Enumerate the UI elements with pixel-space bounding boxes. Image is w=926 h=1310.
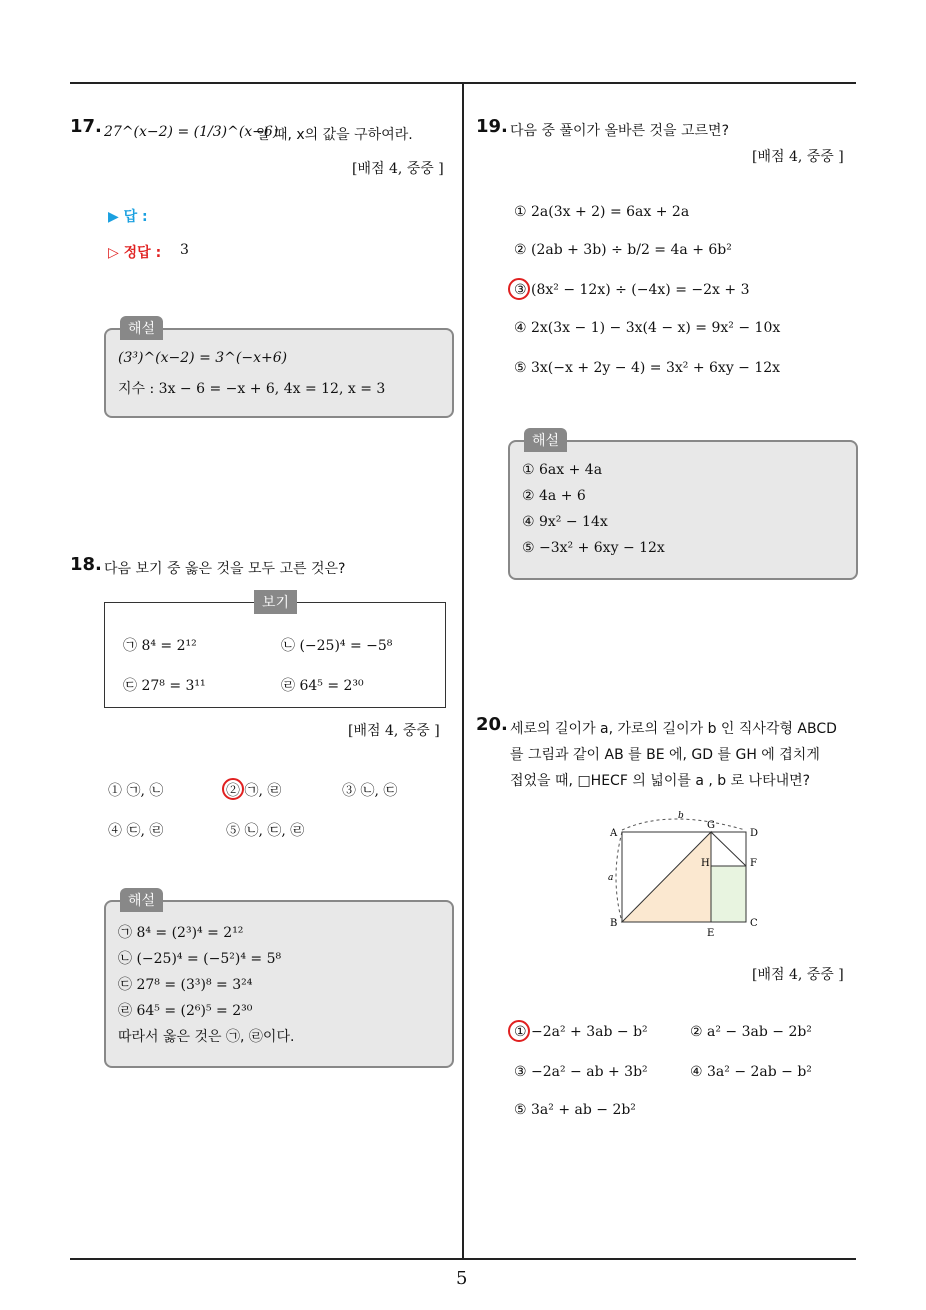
q18-bogi-item: ㉢ 27⁸ = 3¹¹	[123, 678, 206, 694]
q19-choice-1[interactable]: ① 2a(3x + 2) = 6ax + 2a	[514, 204, 690, 220]
q19-text: 다음 중 풀이가 올바른 것을 고르면?	[510, 123, 730, 139]
column-divider	[462, 84, 464, 1258]
q19-solution-box	[508, 440, 858, 580]
q19-solution-line: ⑤ −3x² + 6xy − 12x	[522, 540, 665, 556]
q19-solution-line: ② 4a + 6	[522, 488, 586, 504]
q18-score: [배점 4, 중중 ]	[348, 723, 440, 739]
q17-answer-label: ▶ 답 :	[108, 209, 148, 225]
fig-label-C: C	[750, 918, 758, 929]
q17-text: 일 때, x의 값을 구하여라.	[256, 127, 413, 143]
q18-choice-2[interactable]: ② ㉠, ㉣	[226, 783, 282, 799]
selected-mark	[508, 1020, 530, 1042]
q18-solution-line: 따라서 옳은 것은 ㉠, ㉣이다.	[118, 1029, 295, 1045]
q18-solution-tab: 해설	[120, 888, 163, 912]
q17-number: 17.	[70, 116, 102, 137]
q20-choice-4[interactable]: ④ 3a² − 2ab − b²	[690, 1064, 812, 1080]
q17-solution-box	[104, 328, 454, 418]
fig-label-D: D	[750, 828, 759, 839]
q17-equation: 27^(x−2) = (1/3)^(x−6)	[104, 124, 279, 140]
q20-choice-3[interactable]: ③ −2a² − ab + 3b²	[514, 1064, 648, 1080]
q17-score: [배점 4, 중중 ]	[352, 161, 444, 177]
q20-choice-2[interactable]: ② a² − 3ab − 2b²	[690, 1024, 812, 1040]
q18-bogi-item: ㉡ (−25)⁴ = −5⁸	[281, 638, 393, 654]
bottom-rule	[70, 1258, 856, 1260]
q19-solution-tab: 해설	[524, 428, 567, 452]
q20-text-line: 를 그림과 같이 AB 를 BE 에, GD 를 GH 에 겹치게	[510, 747, 820, 763]
q19-choice-5[interactable]: ⑤ 3x(−x + 2y − 4) = 3x² + 6xy − 12x	[514, 360, 781, 376]
q17-correct-label: ▷ 정답 :	[108, 245, 162, 261]
q20-text-line: 접었을 때, □HECF 의 넓이를 a , b 로 나타내면?	[510, 773, 811, 789]
q18-choice-3[interactable]: ③ ㉡, ㉢	[342, 783, 398, 799]
q19-number: 19.	[476, 116, 508, 137]
q19-choice-3[interactable]: ③ (8x² − 12x) ÷ (−4x) = −2x + 3	[514, 282, 750, 298]
fig-label-E: E	[707, 928, 715, 938]
q20-text-line: 세로의 길이가 a, 가로의 길이가 b 인 직사각형 ABCD	[510, 721, 837, 737]
q18-bogi-box	[104, 602, 446, 708]
q18-number: 18.	[70, 554, 102, 575]
q19-choice-4[interactable]: ④ 2x(3x − 1) − 3x(4 − x) = 9x² − 10x	[514, 320, 781, 336]
q18-solution-line: ㉠ 8⁴ = (2³)⁴ = 2¹²	[118, 925, 244, 941]
q18-choice-5[interactable]: ⑤ ㉡, ㉢, ㉣	[226, 823, 305, 839]
q20-number: 20.	[476, 714, 508, 735]
q18-solution-line: ㉡ (−25)⁴ = (−5²)⁴ = 5⁸	[118, 951, 282, 967]
q17-correct-value: 3	[180, 242, 189, 258]
q20-figure	[600, 808, 770, 938]
selected-mark	[222, 778, 244, 800]
q17-solution-line: (3³)^(x−2) = 3^(−x+6)	[118, 350, 288, 366]
q17-answer-input[interactable]	[180, 202, 380, 224]
fig-label-B: B	[610, 918, 618, 929]
q20-score: [배점 4, 중중 ]	[752, 967, 844, 983]
fig-label-A: A	[610, 828, 618, 839]
q18-solution-line: ㉣ 64⁵ = (2⁶)⁵ = 2³⁰	[118, 1003, 253, 1019]
q19-solution-line: ① 6ax + 4a	[522, 462, 603, 478]
fig-label-G: G	[707, 820, 715, 831]
q19-solution-line: ④ 9x² − 14x	[522, 514, 608, 530]
selected-mark	[508, 278, 530, 300]
q18-choice-4[interactable]: ④ ㉢, ㉣	[108, 823, 164, 839]
q18-choice-1[interactable]: ① ㉠, ㉡	[108, 783, 164, 799]
fig-label-H: H	[701, 858, 710, 869]
q18-solution-box	[104, 900, 454, 1068]
q17-solution-tab: 해설	[120, 316, 163, 340]
fig-label-a: a	[608, 873, 614, 883]
q19-choice-2[interactable]: ② (2ab + 3b) ÷ b/2 = 4a + 6b²	[514, 242, 732, 258]
fig-label-b: b	[678, 811, 684, 821]
q18-text: 다음 보기 중 옳은 것을 모두 고른 것은?	[104, 561, 346, 577]
q20-choice-5[interactable]: ⑤ 3a² + ab − 2b²	[514, 1102, 636, 1118]
q18-solution-line: ㉢ 27⁸ = (3³)⁸ = 3²⁴	[118, 977, 253, 993]
q20-choice-1[interactable]: ① −2a² + 3ab − b²	[514, 1024, 648, 1040]
q18-bogi-item: ㉠ 8⁴ = 2¹²	[123, 638, 197, 654]
page-number: 5	[456, 1268, 468, 1289]
q19-score: [배점 4, 중중 ]	[752, 149, 844, 165]
q18-bogi-tab: 보기	[254, 590, 297, 614]
q18-bogi-item: ㉣ 64⁵ = 2³⁰	[281, 678, 364, 694]
q17-solution-line: 지수 : 3x − 6 = −x + 6, 4x = 12, x = 3	[118, 381, 386, 397]
fig-label-F: F	[750, 858, 757, 869]
